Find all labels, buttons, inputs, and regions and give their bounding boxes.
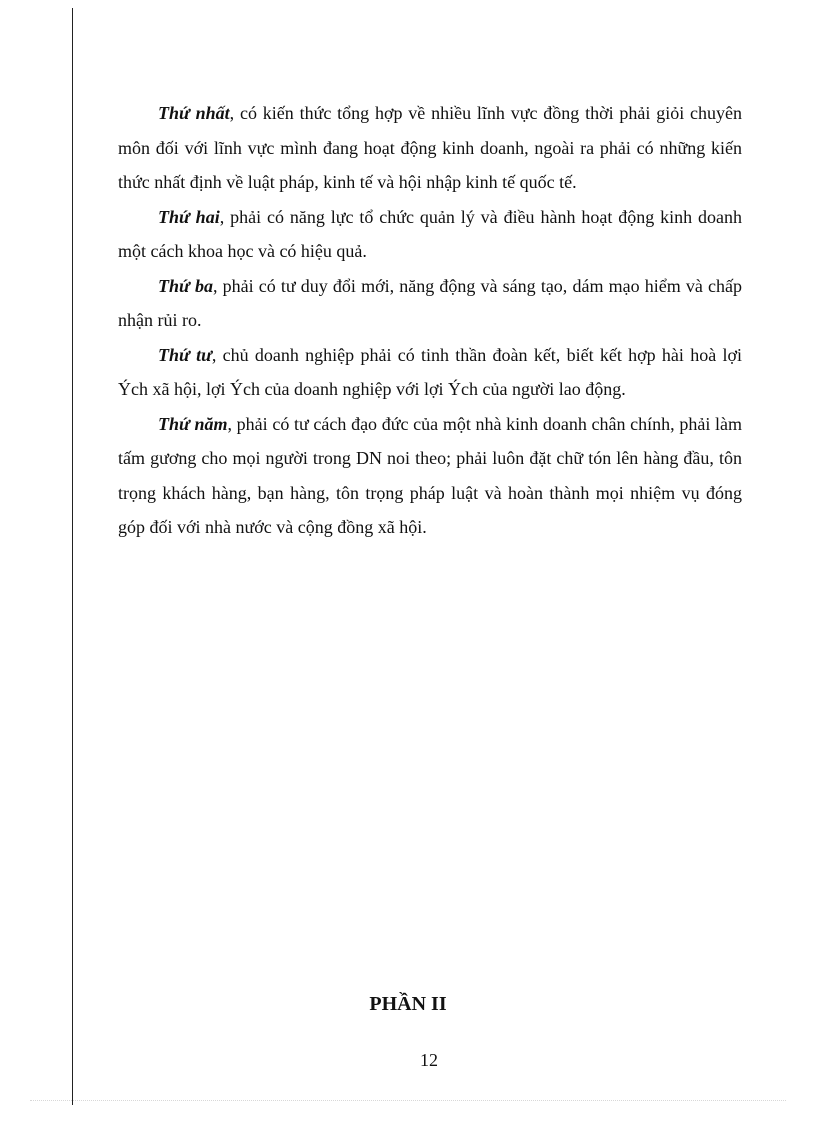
paragraph-thu-ba <box>118 269 742 338</box>
paragraph-lead: Thứ năm <box>158 413 228 434</box>
document-body <box>118 96 742 545</box>
page-left-border <box>72 8 73 1105</box>
part-heading: PHẦN II <box>369 993 447 1015</box>
paragraph-text: , có kiến thức tổng hợp về nhiều lĩnh vực đồng thời phải giỏi chuyên môn đối với lĩnh vực mình đang hoạt động kinh doanh, ngoài ra phải có những kiến thức nhất định về luật pháp, kinh tế và hội nhập kinh tế quốc tế. <box>118 103 743 192</box>
paragraph-lead: Thứ ba <box>158 275 213 296</box>
paragraph-thu-nhat <box>118 96 742 200</box>
paragraph-thu-tu <box>118 338 742 407</box>
paragraph-thu-nam <box>118 407 742 545</box>
paragraph-text: , phải có năng lực tổ chức quản lý và điều hành hoạt động kinh doanh một cách khoa học và có hiệu quả. <box>118 206 742 261</box>
page-bottom-divider <box>30 1100 786 1101</box>
paragraph-text: , chủ doanh nghiệp phải có tinh thần đoàn kết, biết kết hợp hài hoà lợi Ých xã hội, lợi Ých của doanh nghiệp với lợi Ých của người lao động. <box>118 344 742 399</box>
page-number: 12 <box>420 1050 438 1070</box>
paragraph-lead: Thứ tư <box>158 344 212 365</box>
paragraph-lead: Thứ hai <box>158 206 220 227</box>
paragraph-thu-hai <box>118 200 742 269</box>
paragraph-lead: Thứ nhất <box>158 103 230 123</box>
paragraph-text: , phải có tư cách đạo đức của một nhà kinh doanh chân chính, phải làm tấm gương cho mọi người trong DN noi theo; phải luôn đặt chữ tón lên hàng đầu, tôn trọng khách hàng, bạn hàng, tôn trọng pháp luật và hoàn thành mọi nhiệm vụ đóng góp đối với nhà nước và cộng đồng xã hội. <box>118 413 742 537</box>
paragraph-text: , phải có tư duy đổi mới, năng động và sáng tạo, dám mạo hiểm và chấp nhận rủi ro. <box>118 275 742 330</box>
